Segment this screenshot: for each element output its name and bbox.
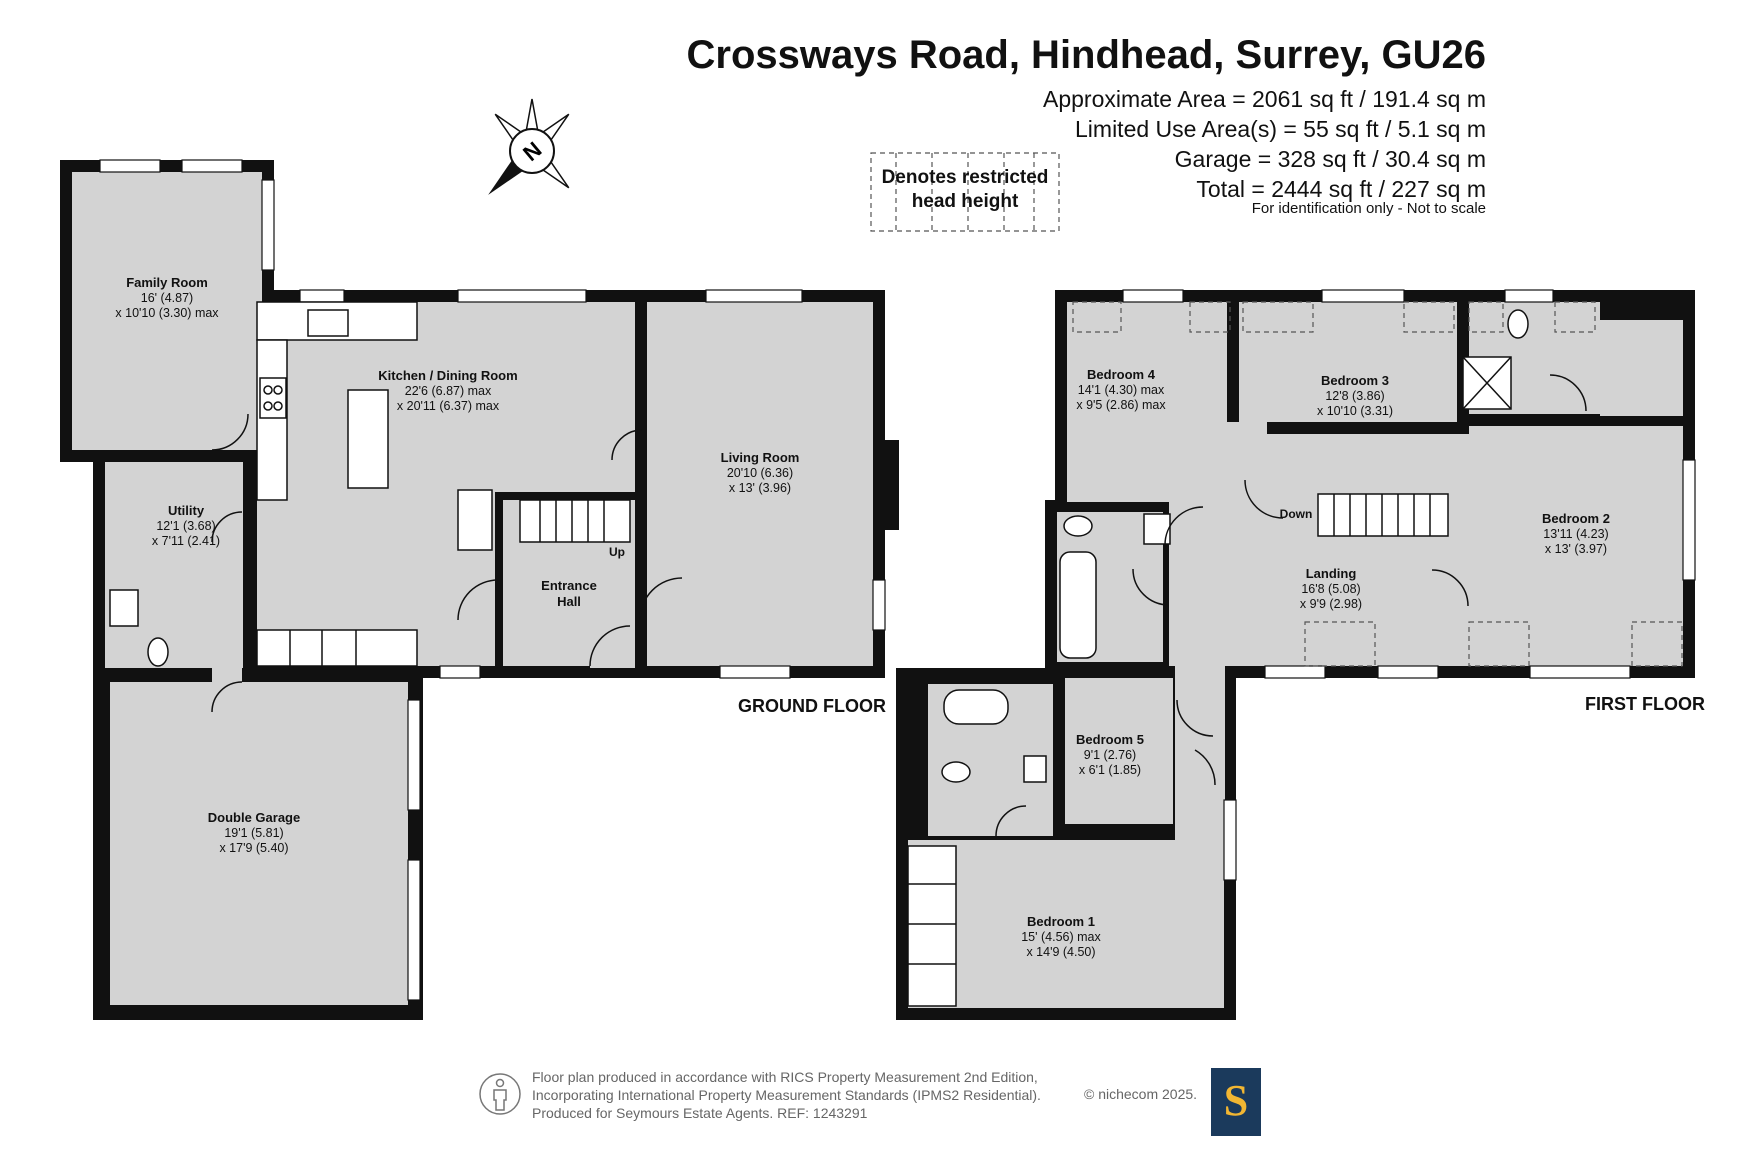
approximate-area: Approximate Area = 2061 sq ft / 191.4 sq m [1042, 86, 1486, 112]
bedroom-4-dim2: x 9'5 (2.86) max [1076, 398, 1166, 412]
family-room-dim2: x 10'10 (3.30) max [115, 306, 219, 320]
copyright-text: © nichecom 2025. [1084, 1086, 1198, 1102]
bedroom-1-dim1: 15' (4.56) max [1021, 930, 1101, 944]
footer-notes [532, 1068, 1041, 1122]
landing-name: Landing [1305, 566, 1357, 581]
bedroom-4-name: Bedroom 4 [1087, 367, 1155, 382]
family-room-name: Family Room [126, 275, 208, 290]
compass-north-label: N [518, 136, 547, 167]
garage-area: Garage = 328 sq ft / 30.4 sq m [1174, 146, 1486, 172]
bedroom-3-dim1: 12'8 (3.86) [1325, 389, 1385, 403]
entrance-hall-name: Entrance [541, 578, 597, 593]
first-floor-label: FIRST FLOOR [1585, 694, 1705, 714]
footer-line-3: Produced for Seymours Estate Agents. REF: 1243291 [532, 1105, 868, 1121]
utility-room [105, 462, 243, 668]
first-floor-stairs [1318, 494, 1448, 536]
bedroom-1-dim2: x 14'9 (4.50) [1026, 945, 1096, 959]
double-garage-name: Double Garage [207, 810, 301, 825]
bedroom-4-dim1: 14'1 (4.30) max [1077, 383, 1165, 397]
legend-line-2: head height [911, 191, 1019, 212]
footer-line-2: Incorporating International Property Measurement Standards (IPMS2 Residential). [532, 1087, 1041, 1103]
living-room-name: Living Room [720, 450, 800, 465]
footer [478, 1068, 1278, 1148]
bedroom-3-dim2: x 10'10 (3.31) [1316, 404, 1394, 418]
entrance-hall-name-2: Hall [557, 594, 581, 609]
footer-line-1: Floor plan produced in accordance with RICS Property Measurement 2nd Edition, [532, 1069, 1038, 1085]
landing-dim1: 16'8 (5.08) [1301, 582, 1361, 596]
kitchen-dim1: 22'6 (6.87) max [404, 384, 492, 398]
landing-dim2: x 9'9 (2.98) [1299, 597, 1363, 611]
limited-use-area: Limited Use Area(s) = 55 sq ft / 5.1 sq m [1075, 116, 1486, 142]
kitchen-dim2: x 20'11 (6.37) max [396, 399, 500, 413]
landing [1169, 434, 1469, 666]
ground-stairs [520, 500, 630, 542]
ground-floor-plan [60, 160, 899, 1020]
utility-dim1: 12'1 (3.68) [156, 519, 216, 533]
person-icon [478, 1072, 522, 1116]
bedroom-1-name: Bedroom 1 [1027, 914, 1095, 929]
utility-name: Utility [167, 503, 205, 518]
bedroom-2-dim1: 13'11 (4.23) [1543, 527, 1609, 541]
utility-dim2: x 7'11 (2.41) [151, 534, 221, 548]
page-title: Crossways Road, Hindhead, Surrey, GU26 [686, 33, 1486, 77]
family-room-dim1: 16' (4.87) [140, 291, 194, 305]
bedroom-2-name: Bedroom 2 [1542, 511, 1610, 526]
bedroom-2-dim2: x 13' (3.97) [1544, 542, 1608, 556]
living-room-dim1: 20'10 (6.36) [726, 466, 794, 480]
seymours-logo: S [1211, 1068, 1261, 1136]
living-room-dim2: x 13' (3.96) [728, 481, 792, 495]
stairs-down-label: Down [1279, 507, 1313, 521]
bedroom-5-dim1: 9'1 (2.76) [1083, 748, 1137, 762]
kitchen-name: Kitchen / Dining Room [378, 368, 518, 383]
total-area: Total = 2444 sq ft / 227 sq m [1196, 176, 1486, 202]
scale-note: For identification only - Not to scale [1251, 200, 1486, 217]
compass-icon [481, 99, 574, 202]
first-floor-plan [896, 290, 1705, 1020]
ground-floor-label: GROUND FLOOR [738, 696, 886, 716]
bedroom-5-dim2: x 6'1 (1.85) [1078, 763, 1142, 777]
bedroom-3-name: Bedroom 3 [1321, 373, 1389, 388]
stairs-up-label: Up [609, 545, 625, 559]
legend-line-1: Denotes restricted [881, 167, 1049, 188]
bedroom-5-name: Bedroom 5 [1076, 732, 1144, 747]
double-garage-dim2: x 17'9 (5.40) [219, 841, 289, 855]
double-garage-dim1: 19'1 (5.81) [224, 826, 284, 840]
